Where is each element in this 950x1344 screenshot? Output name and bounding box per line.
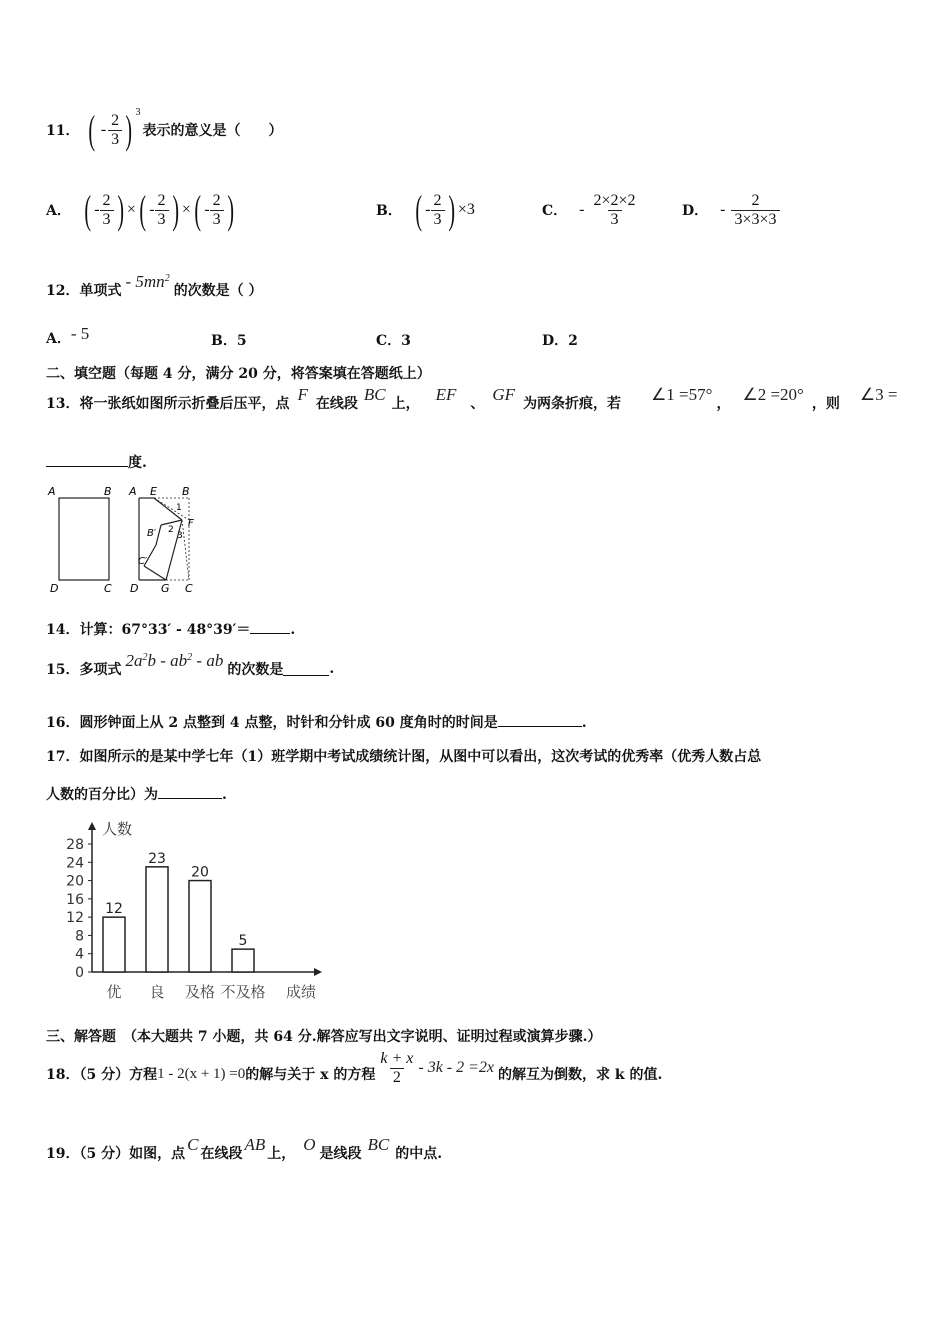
category-label: 优 (106, 983, 122, 1001)
label-c-right: C (185, 582, 193, 595)
label-b-prime: B′ (147, 528, 157, 539)
y-axis-label: 人数 (102, 820, 133, 838)
label-g: G (161, 582, 170, 595)
q11-number: 11． (46, 123, 80, 139)
category-label: 良 (149, 983, 165, 1001)
category-label: 不及格 (220, 983, 266, 1001)
q11-option-a[interactable]: A． ( - $\frac{2}{3}$ ) × ( - $\frac{2}{3}$ ) × ( - $\frac{2}{3}$ ) (46, 187, 234, 232)
q13-answer-line: 度. (46, 452, 147, 472)
bar-value-label: 5 (238, 933, 248, 950)
y-tick-label: 16 (66, 891, 84, 908)
q17-line2: 人数的百分比）为 . (46, 787, 227, 803)
bar-value-label: 23 (148, 850, 166, 867)
label-d-right: D (130, 582, 139, 595)
x-axis-arrow (314, 968, 322, 976)
y-tick-label: 24 (66, 855, 84, 872)
section2-title: 二、填空题（每题 4 分，满分 20 分，将答案填在答题纸上） (46, 366, 431, 382)
label-e: E (150, 485, 157, 498)
q18-line: 18．（5 分）方程 1 - 2(x + 1) =0 的解与关于 x 的方程 $\frac{k + x}{2}$ - 3k - 2 =2x 的解互为倒数，求 k 的值. (46, 1049, 663, 1086)
q13-fold-figure (44, 480, 204, 598)
angle-label-2: 2 (168, 525, 174, 535)
q11-option-c[interactable]: C． - $\frac{2\times 2\times 2}{3}$ (542, 191, 636, 228)
q12-option-a[interactable]: A．- 5 (46, 324, 90, 347)
q14-answer-blank[interactable] (250, 620, 290, 634)
score-bar-chart (40, 812, 340, 1006)
q15-polynomial: $2a^2b - ab^2$ - ab (125, 651, 224, 670)
x-axis-label: 成绩 (286, 983, 317, 1001)
q17-line1: 17．如图所示的是某中学七年（1）班学期中考试成绩统计图，从图中可以看出，这次考试的优秀率（优秀人数占总 (46, 749, 762, 765)
q12-option-c[interactable]: C．3 (376, 333, 411, 349)
q11-option-b[interactable]: B． ( - $\frac{2}{3}$ ) ×3 (376, 187, 475, 232)
q11-power-expression: ( - $\frac{2}{3}$ ) 3 (88, 106, 141, 152)
q12-line: 12． 单项式 - $5mn^2$ 的次数是（ ） (46, 272, 263, 299)
y-tick-label: 12 (66, 910, 84, 927)
rectangle-abcd (59, 498, 109, 580)
q16-answer-blank[interactable] (498, 713, 582, 727)
y-tick-label: 8 (75, 928, 84, 945)
label-c-prime: C′ (138, 556, 148, 567)
bar-value-label: 20 (191, 864, 209, 881)
q12-monomial: - $5mn^2$ (125, 272, 170, 291)
y-tick-label: 4 (75, 946, 84, 963)
y-tick-label: 0 (75, 965, 84, 981)
section3-title: 三、解答题 （本大题共 7 小题，共 64 分.解答应写出文字说明、证明过程或演算步骤.） (46, 1029, 602, 1045)
q15-line: 15． 多项式 $2a^2b - ab^2$ - ab 的次数是 . (46, 651, 335, 678)
label-b-left: B (104, 485, 112, 498)
bar-3 (232, 949, 254, 972)
y-axis-arrow (88, 822, 96, 830)
q13-answer-blank[interactable] (46, 453, 128, 467)
bar-value-label: 12 (105, 901, 123, 918)
angle-label-1: 1 (176, 503, 182, 513)
q11-line (46, 108, 282, 152)
q13-line: 13． 将一张纸如图所示折叠后压平，点 F 在线段 BC 上， EF 、 GF 为两条折痕，若 ∠1 =57° ， ∠2 =20° ，则 ∠3 = (46, 385, 898, 412)
angle-label-3: 3 (177, 531, 183, 541)
q19-line: 19．（5 分）如图，点 C 在线段 AB 上， O 是线段 BC 的中点. (46, 1135, 443, 1162)
label-a-left: A (48, 485, 56, 498)
bar-1 (146, 867, 168, 972)
label-f: F (188, 518, 194, 529)
q11-option-d[interactable]: D． - $\frac{2}{3\times 3\times 3}$ (682, 188, 780, 232)
label-c-left: C (104, 582, 112, 595)
label-b-right: B (182, 485, 190, 498)
q11-text: 表示的意义是（ ） (142, 123, 283, 139)
bar-0 (103, 917, 125, 972)
category-label: 及格 (184, 983, 216, 1001)
q12-option-b[interactable]: B．5 (211, 333, 247, 349)
y-tick-label: 28 (66, 837, 84, 853)
q15-answer-blank[interactable] (283, 662, 329, 676)
q16-line: 16．圆形钟面上从 2 点整到 4 点整，时针和分针成 60 度角时的时间是 . (46, 715, 587, 731)
q14-line: 14．计算：67°33′ - 48°39′＝ . (46, 622, 296, 638)
label-a-right: A (129, 485, 137, 498)
q12-option-d[interactable]: D．2 (542, 333, 578, 349)
y-tick-label: 20 (66, 873, 84, 890)
bar-2 (189, 881, 211, 972)
q17-answer-blank[interactable] (158, 785, 222, 799)
label-d-left: D (50, 582, 59, 595)
